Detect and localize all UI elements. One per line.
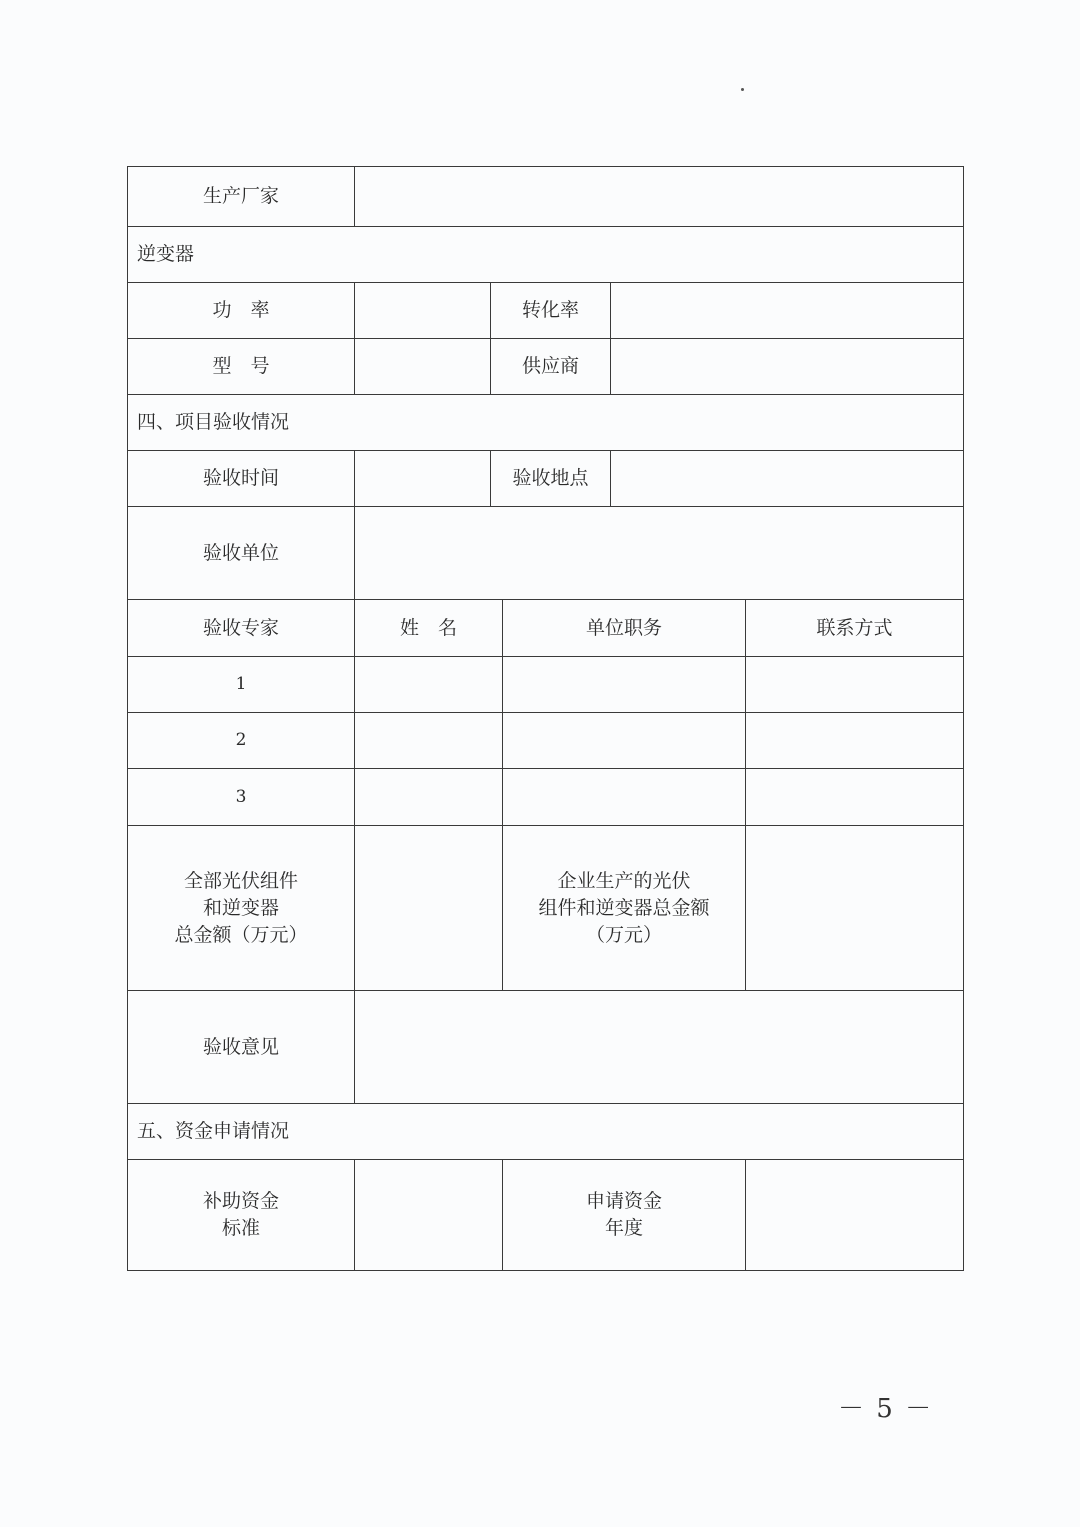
acceptance-time-label: 验收时间	[128, 451, 355, 507]
application-year-label	[503, 1160, 746, 1271]
expert-contact-cell[interactable]	[746, 769, 964, 826]
subsidy-standard-label-line: 补助资金	[202, 1190, 279, 1212]
expert-name-cell[interactable]	[355, 769, 503, 826]
subsidy-standard-label-line: 标准	[221, 1217, 260, 1239]
acceptance-opinion-label: 验收意见	[128, 991, 355, 1104]
enterprise-amount-label-line: （万元）	[585, 923, 662, 946]
experts-header-label: 验收专家	[128, 600, 355, 657]
enterprise-amount-value[interactable]	[746, 826, 964, 991]
enterprise-amount-label-line: 企业生产的光伏	[557, 869, 691, 892]
power-value[interactable]	[355, 283, 491, 339]
conversion-rate-label: 转化率	[491, 283, 611, 339]
expert-row-number: 1	[128, 657, 355, 713]
acceptance-place-value[interactable]	[611, 451, 964, 507]
acceptance-time-value[interactable]	[355, 451, 491, 507]
conversion-rate-value[interactable]	[611, 283, 964, 339]
expert-row-number: 2	[128, 713, 355, 769]
model-value[interactable]	[355, 339, 491, 395]
supplier-label: 供应商	[491, 339, 611, 395]
expert-contact-cell[interactable]	[746, 713, 964, 769]
expert-position-cell[interactable]	[503, 713, 746, 769]
acceptance-time-row	[128, 451, 964, 507]
acceptance-unit-label: 验收单位	[128, 507, 355, 600]
acceptance-place-label: 验收地点	[491, 451, 611, 507]
inverter-heading-row	[128, 227, 964, 283]
supplier-value[interactable]	[611, 339, 964, 395]
expert-position-cell[interactable]	[503, 769, 746, 826]
subsidy-standard-value[interactable]	[355, 1160, 503, 1271]
expert-name-header: 姓 名	[355, 600, 503, 657]
expert-contact-cell[interactable]	[746, 657, 964, 713]
expert-position-cell[interactable]	[503, 657, 746, 713]
acceptance-opinion-value[interactable]	[355, 991, 964, 1104]
section5-heading-row	[128, 1104, 964, 1160]
expert-position-header: 单位职务	[503, 600, 746, 657]
section4-heading: 四、项目验收情况	[128, 395, 964, 451]
amount-row	[128, 826, 964, 991]
funding-row	[128, 1160, 964, 1271]
acceptance-opinion-row	[128, 991, 964, 1104]
model-label: 型 号	[128, 339, 355, 395]
expert-name-cell[interactable]	[355, 657, 503, 713]
expert-row	[128, 769, 964, 826]
total-amount-label-line: 总金额（万元）	[174, 923, 308, 946]
model-row	[128, 339, 964, 395]
total-amount-label-line: 全部光伏组件	[183, 869, 298, 892]
section4-heading-row	[128, 395, 964, 451]
enterprise-amount-label	[503, 826, 746, 991]
expert-name-cell[interactable]	[355, 713, 503, 769]
manufacturer-value[interactable]	[355, 167, 964, 227]
power-row	[128, 283, 964, 339]
expert-contact-header: 联系方式	[746, 600, 964, 657]
manufacturer-label: 生产厂家	[128, 167, 355, 227]
subsidy-standard-label	[128, 1160, 355, 1271]
application-year-value[interactable]	[746, 1160, 964, 1271]
enterprise-amount-label-line: 组件和逆变器总金额	[538, 896, 710, 919]
acceptance-unit-value[interactable]	[355, 507, 964, 600]
total-amount-label	[128, 826, 355, 991]
expert-row	[128, 657, 964, 713]
total-amount-label-line: 和逆变器	[202, 896, 279, 919]
power-label: 功 率	[128, 283, 355, 339]
application-year-label-line: 申请资金	[585, 1190, 662, 1212]
total-amount-value[interactable]	[355, 826, 503, 991]
manufacturer-row	[128, 167, 964, 227]
section5-heading: 五、资金申请情况	[128, 1104, 964, 1160]
inverter-heading: 逆变器	[128, 227, 964, 283]
expert-row	[128, 713, 964, 769]
scan-speck	[741, 88, 744, 91]
application-form-table	[127, 166, 964, 1271]
acceptance-unit-row	[128, 507, 964, 600]
page-number: － 5 －	[838, 1394, 934, 1424]
experts-header-row	[128, 600, 964, 657]
application-year-label-line: 年度	[604, 1217, 643, 1239]
expert-row-number: 3	[128, 769, 355, 826]
